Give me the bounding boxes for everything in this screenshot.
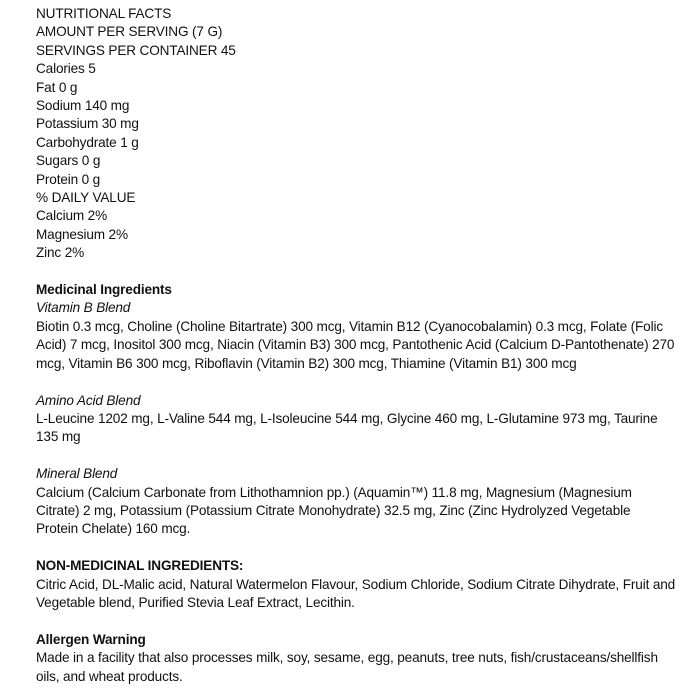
non-medicinal-text: Citric Acid, DL-Malic acid, Natural Watermelon Flavour, Sodium Chloride, Sodium Citrate Dihydrate, Fruit and Vegetable blend, Purified Stevia Leaf Extract, Lecithin.: [36, 576, 676, 610]
section-spacer: [36, 447, 676, 465]
ingredients-label: [36, 5, 676, 686]
nutrient-calcium: Calcium 2%: [36, 208, 108, 224]
nutrition-title: NUTRITIONAL FACTS: [36, 6, 172, 21]
amino-acid-title: Amino Acid Blend: [36, 392, 141, 408]
amino-acid-text: L-Leucine 1202 mg, L-Valine 544 mg, L-Isoleucine 544 mg, Glycine 460 mg, L-Glutamine 973 mg, Taurine 135 mg: [36, 410, 658, 445]
mineral-text: Calcium (Calcium Carbonate from Lithothamnion pp.) (Aquamin™) 11.8 mg, Magnesium (Magnesium Citrate) 2 mg, Potassium (Potassium Citrate Monohydrate) 32.5 mg, Zinc (Zinc Hydrolyzed Vegetable Protein Chelate) 160 mcg.: [36, 484, 632, 537]
nutrient-fat: Fat 0 g: [36, 79, 78, 95]
nutrient-protein: Protein 0 g: [36, 171, 101, 187]
nutrition-facts: [36, 5, 676, 263]
section-spacer: [36, 539, 676, 557]
vitamin-b-title: Vitamin B Blend: [36, 300, 131, 316]
nutrient-calories: Calories 5: [36, 61, 96, 77]
mineral-title: Mineral Blend: [36, 466, 118, 482]
medicinal-ingredients: [36, 281, 676, 539]
nutrient-zinc: Zinc 2%: [36, 245, 85, 261]
section-spacer: [36, 373, 676, 391]
non-medicinal-heading: NON-MEDICINAL INGREDIENTS:: [36, 558, 244, 574]
nutrient-sodium: Sodium 140 mg: [36, 98, 130, 114]
servings-per-container: SERVINGS PER CONTAINER 45: [36, 42, 236, 58]
section-spacer: [36, 612, 676, 630]
section-spacer: [36, 263, 676, 281]
allergen-text: Made in a facility that also processes milk, soy, sesame, egg, peanuts, tree nuts, fish/crustaceans/shellfish oils, and wheat products.: [36, 650, 658, 684]
allergen-heading: Allergen Warning: [36, 631, 146, 647]
nutrient-magnesium: Magnesium 2%: [36, 226, 128, 242]
daily-value-heading: % DAILY VALUE: [36, 190, 136, 206]
amount-per-serving: AMOUNT PER SERVING (7 G): [36, 24, 223, 40]
allergen-warning: [36, 631, 676, 686]
nutrient-sugars: Sugars 0 g: [36, 153, 101, 169]
non-medicinal-ingredients: [36, 557, 676, 612]
vitamin-b-text: Biotin 0.3 mcg, Choline (Choline Bitartrate) 300 mcg, Vitamin B12 (Cyanocobalamin) 0.3 mcg, Folate (Folic Acid) 7 mcg, Inositol 300 mcg, Niacin (Vitamin B3) 300 mcg, Pantothenic Acid (Calcium D-Pantothenate) 270 mcg, Vitamin B6 300 mcg, Riboflavin (Vitamin B2) 300 mcg, Thiamine (Vitamin B1) 300 mcg: [36, 318, 675, 371]
nutrient-potassium: Potassium 30 mg: [36, 116, 139, 132]
nutrient-carbohydrate: Carbohydrate 1 g: [36, 134, 139, 150]
medicinal-heading: Medicinal Ingredients: [36, 282, 172, 298]
